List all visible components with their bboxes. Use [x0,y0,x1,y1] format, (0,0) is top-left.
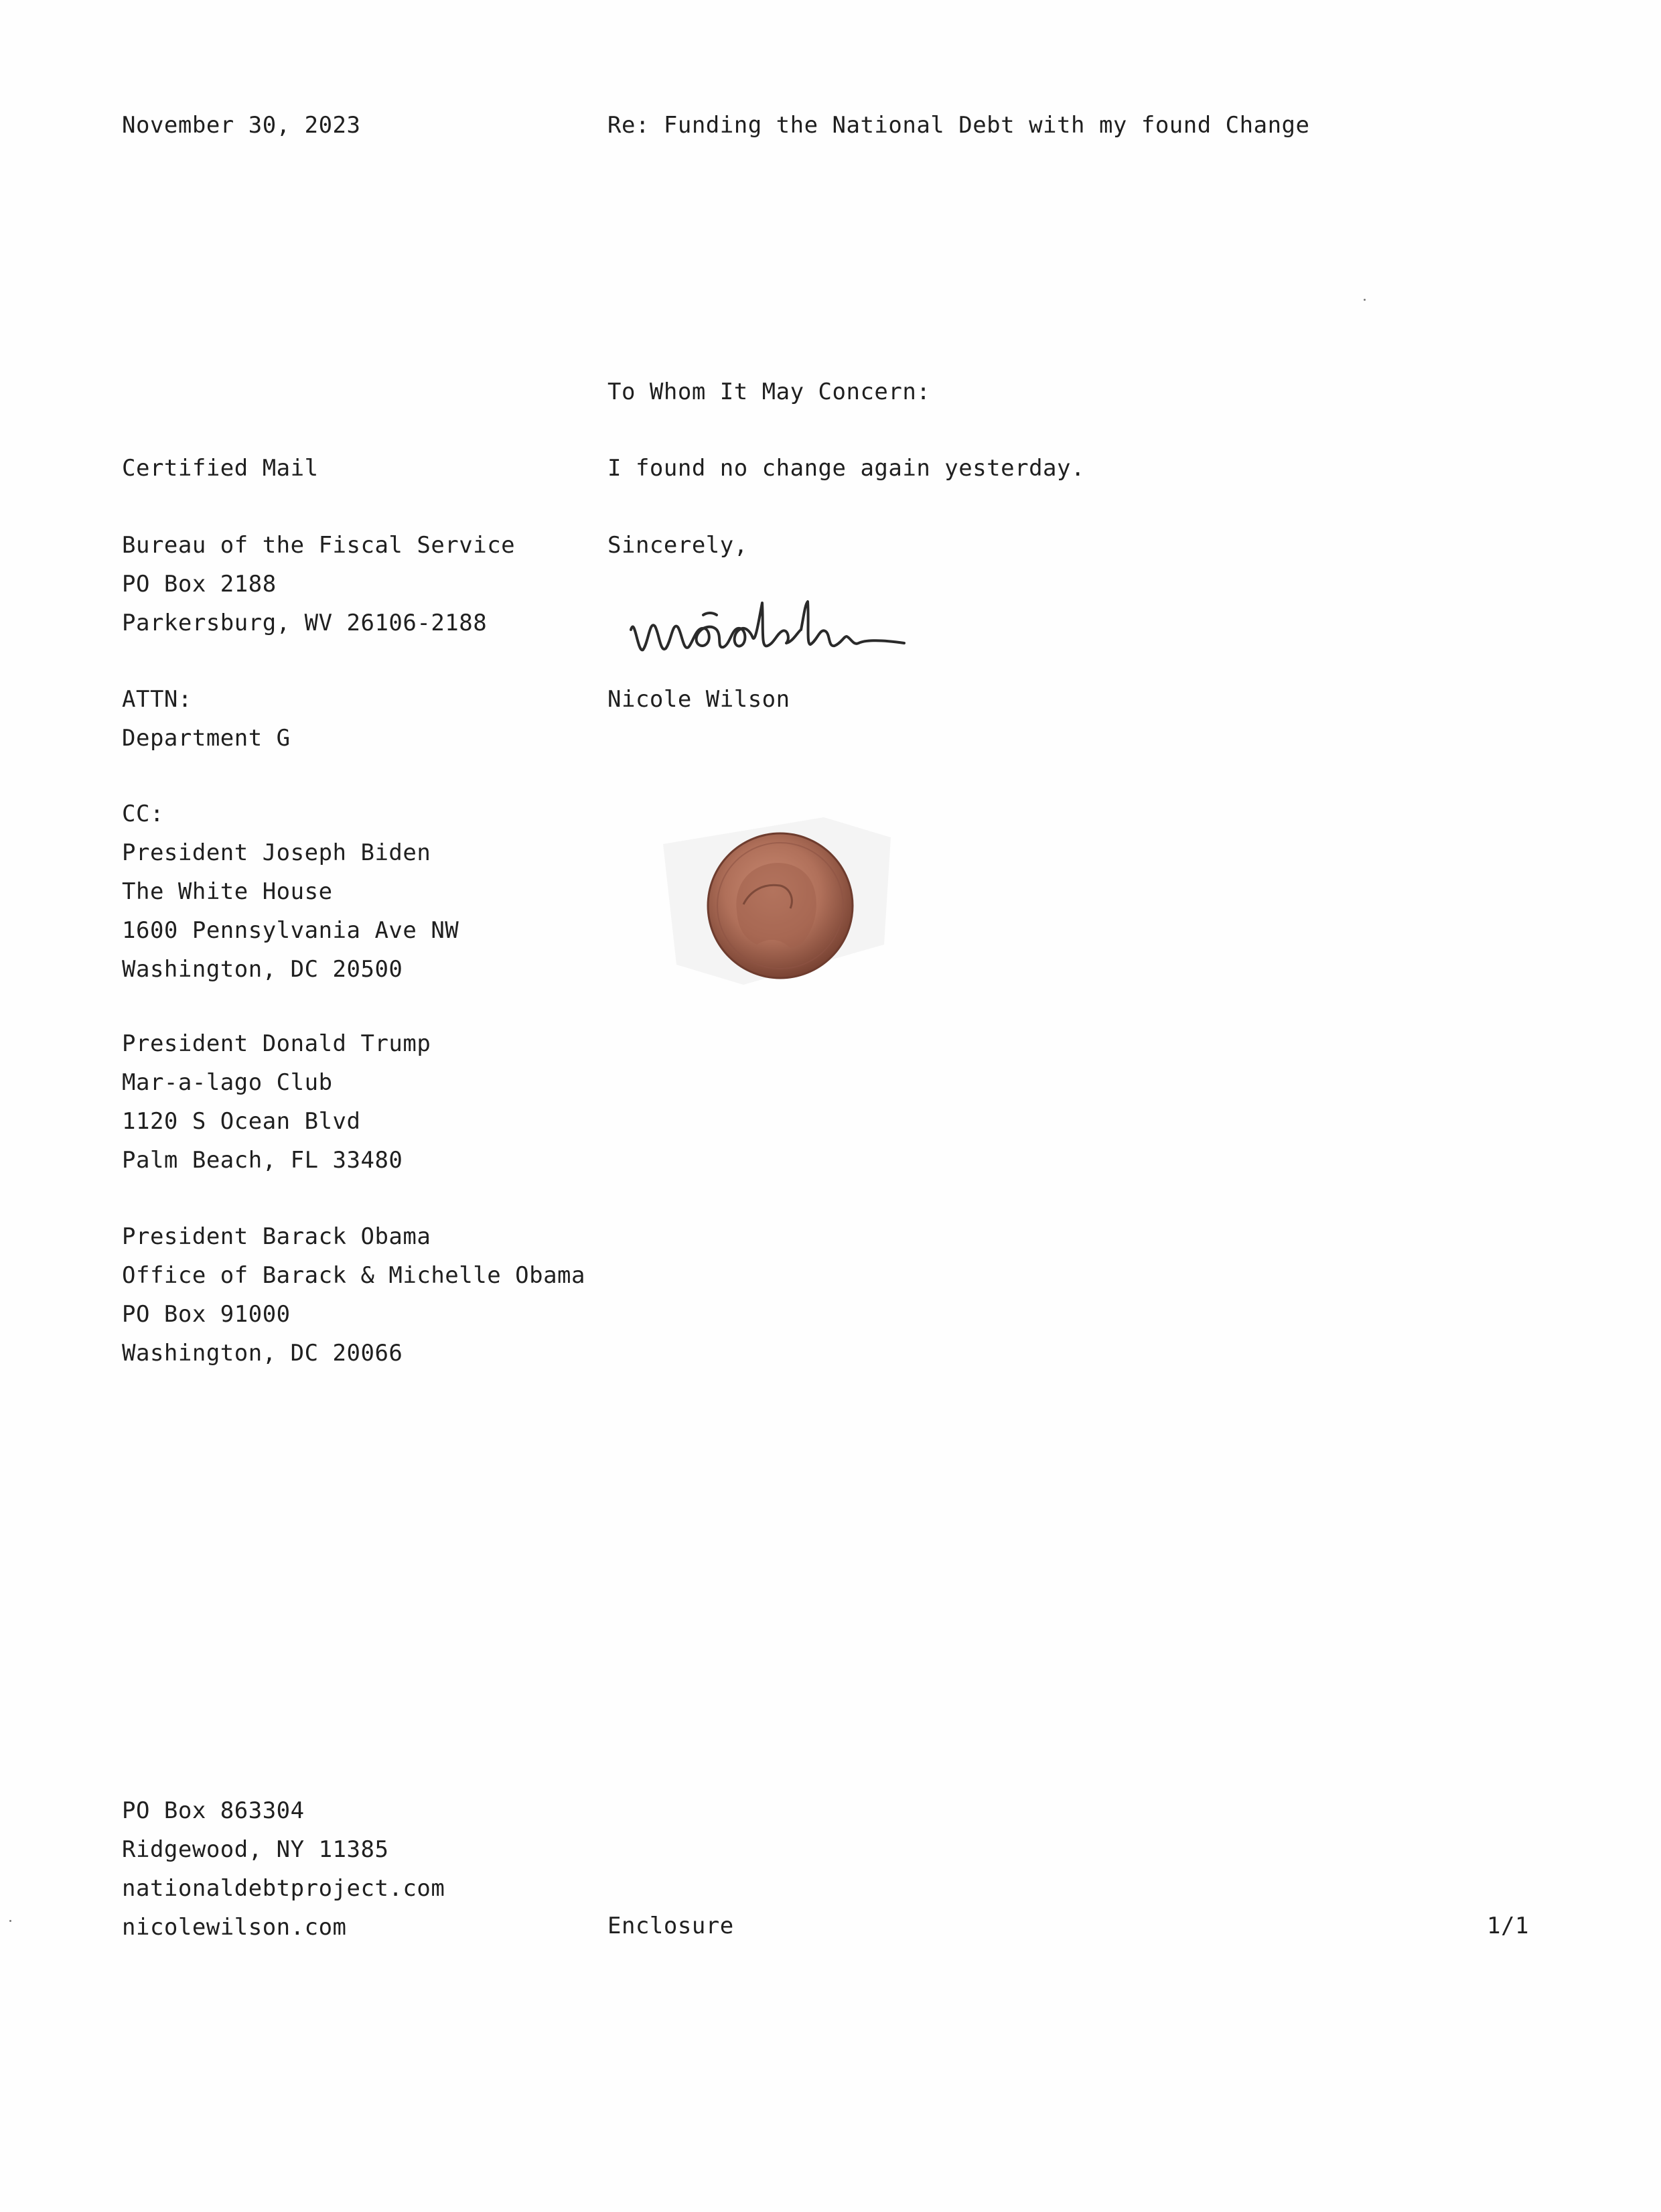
recipient-address [122,526,515,642]
cc-obama-block [122,1217,585,1373]
address-line: President Barack Obama [122,1223,431,1250]
closing: Sincerely, [607,532,748,559]
address-line: PO Box 91000 [122,1301,291,1328]
letter-date: November 30, 2023 [122,112,361,139]
address-line: Parkersburg, WV 26106-2188 [122,610,488,636]
attn-value: Department G [122,725,291,752]
address-line: Washington, DC 20500 [122,956,403,983]
address-line: Office of Barack & Michelle Obama [122,1262,586,1289]
attn-label: ATTN: [122,686,192,713]
address-line: Ridgewood, NY 11385 [122,1836,389,1863]
sender-address [122,1791,445,1947]
address-line: The White House [122,878,333,905]
penny-coin-image [663,811,904,991]
handwritten-signature [623,590,958,670]
delivery-method: Certified Mail [122,455,319,482]
salutation: To Whom It May Concern: [607,378,931,405]
address-line: Washington, DC 20066 [122,1340,403,1367]
address-line: Bureau of the Fiscal Service [122,532,516,559]
address-line: 1600 Pennsylvania Ave NW [122,917,459,944]
letter-subject: Re: Funding the National Debt with my found Change [607,112,1310,139]
scan-speck [1364,299,1366,301]
address-line: PO Box 863304 [122,1797,305,1824]
address-line: Palm Beach, FL 33480 [122,1147,403,1174]
scan-speck [9,1920,11,1922]
cc-biden-block [122,794,459,989]
cc-label: CC: [122,801,164,827]
website-link: nationaldebtproject.com [122,1875,445,1902]
address-line: PO Box 2188 [122,571,277,598]
website-link: nicolewilson.com [122,1914,347,1941]
address-line: Mar-a-lago Club [122,1069,333,1096]
address-line: President Joseph Biden [122,839,431,866]
signer-name: Nicole Wilson [607,686,790,713]
address-line: 1120 S Ocean Blvd [122,1108,361,1135]
attention-block [122,680,291,758]
address-line: President Donald Trump [122,1030,431,1057]
cc-trump-block [122,1024,431,1180]
message-body: I found no change again yesterday. [607,455,1085,482]
page-number: 1/1 [1487,1913,1529,1939]
enclosure-label: Enclosure [607,1913,734,1939]
